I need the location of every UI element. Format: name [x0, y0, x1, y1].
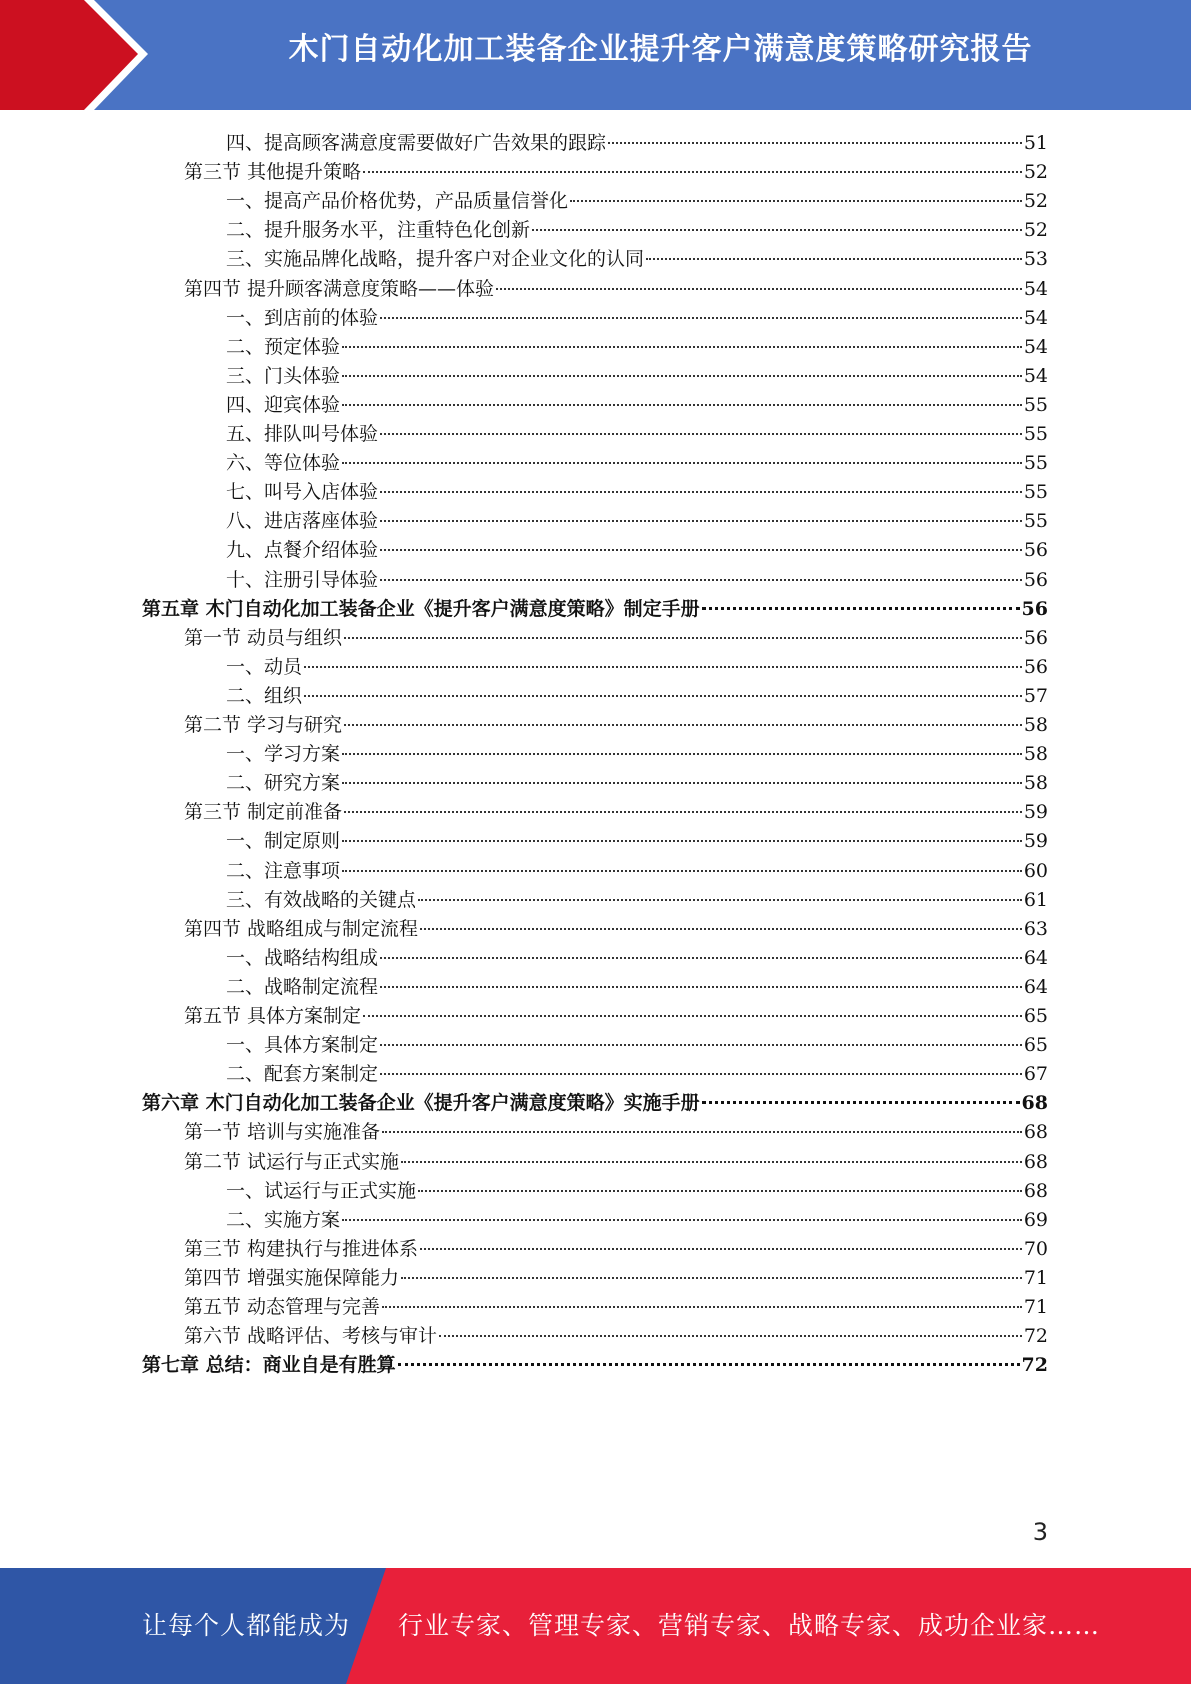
toc-entry-page: 55 — [1023, 481, 1048, 504]
red-arrow-decoration — [0, 0, 150, 110]
toc-dot-leader — [380, 1073, 1022, 1075]
toc-dot-leader — [380, 491, 1022, 493]
toc-dot-leader — [380, 520, 1022, 522]
toc-entry-title: 三、门头体验 — [226, 364, 341, 387]
toc-entry-page: 72 — [1021, 1354, 1048, 1377]
toc-entry-title: 一、制定原则 — [226, 830, 341, 853]
toc-dot-leader — [608, 142, 1022, 144]
toc-entry-section[interactable] — [184, 1263, 1048, 1294]
toc-entry-item[interactable] — [226, 652, 1048, 683]
toc-entry-page: 52 — [1023, 219, 1048, 242]
toc-entry-section[interactable] — [184, 1117, 1048, 1148]
toc-dot-leader — [380, 957, 1022, 959]
toc-entry-page: 52 — [1023, 161, 1048, 184]
toc-entry-page: 59 — [1023, 830, 1048, 853]
toc-entry-page: 54 — [1023, 335, 1048, 358]
toc-dot-leader — [363, 171, 1022, 173]
toc-entry-section[interactable] — [184, 1234, 1048, 1265]
toc-entry-page: 51 — [1023, 132, 1048, 154]
toc-entry-title: 第五章 木门自动化加工装备企业《提升客户满意度策略》制定手册 — [142, 597, 700, 620]
toc-dot-leader — [380, 579, 1022, 581]
toc-entry-item[interactable] — [226, 826, 1048, 857]
toc-entry-title: 二、注意事项 — [226, 859, 341, 882]
toc-entry-title: 九、点餐介绍体验 — [226, 539, 379, 562]
toc-entry-item[interactable] — [226, 1176, 1048, 1207]
toc-entry-item[interactable] — [226, 186, 1048, 217]
toc-entry-page: 54 — [1023, 306, 1048, 329]
toc-entry-item[interactable] — [226, 506, 1048, 537]
toc-entry-title: 第三节 其他提升策略 — [184, 161, 362, 184]
toc-entry-item[interactable] — [226, 477, 1048, 508]
toc-entry-page: 71 — [1023, 1266, 1048, 1289]
toc-dot-leader — [382, 1131, 1022, 1133]
toc-entry-section[interactable] — [184, 1292, 1048, 1323]
toc-entry-title: 第六章 木门自动化加工装备企业《提升客户满意度策略》实施手册 — [142, 1092, 700, 1115]
toc-entry-page: 63 — [1023, 917, 1048, 940]
page-footer — [0, 1568, 1191, 1684]
toc-dot-leader — [342, 870, 1022, 872]
toc-entry-page: 55 — [1023, 423, 1048, 445]
toc-entry-title: 四、迎宾体验 — [226, 393, 341, 416]
toc-entry-title: 一、试运行与正式实施 — [226, 1179, 417, 1202]
toc-dot-leader — [418, 1190, 1022, 1192]
toc-entry-section[interactable] — [184, 1147, 1048, 1178]
toc-entry-page: 68 — [1023, 1150, 1048, 1173]
toc-entry-title: 第三节 构建执行与推进体系 — [184, 1237, 419, 1260]
toc-entry-item[interactable] — [226, 215, 1048, 246]
toc-entry-item[interactable] — [226, 1030, 1048, 1061]
toc-dot-leader — [380, 986, 1022, 988]
toc-dot-leader — [418, 899, 1022, 901]
toc-dot-leader — [401, 1277, 1022, 1279]
toc-entry-section[interactable] — [184, 1001, 1048, 1032]
toc-dot-leader — [342, 462, 1022, 464]
toc-dot-leader — [702, 607, 1020, 610]
footer-slogan-right: 行业专家、管理专家、营销专家、战略专家、成功企业家…… — [398, 1611, 1101, 1640]
toc-entry-title: 第四节 增强实施保障能力 — [184, 1266, 400, 1289]
toc-entry-page: 58 — [1023, 743, 1048, 766]
toc-entry-page: 68 — [1023, 1121, 1048, 1144]
toc-dot-leader — [342, 840, 1022, 842]
toc-entry-page: 54 — [1023, 277, 1048, 300]
toc-dot-leader — [344, 811, 1022, 813]
toc-entry-title: 第一节 动员与组织 — [184, 626, 343, 649]
toc-entry-page: 69 — [1023, 1208, 1048, 1231]
toc-entry-title: 一、到店前的体验 — [226, 306, 379, 329]
toc-dot-leader — [344, 724, 1022, 726]
toc-entry-page: 72 — [1023, 1325, 1048, 1348]
toc-entry-page: 58 — [1023, 714, 1048, 736]
toc-entry-title: 二、组织 — [226, 684, 303, 707]
toc-entry-section[interactable] — [184, 797, 1048, 828]
toc-dot-leader — [380, 549, 1022, 551]
toc-entry-page: 56 — [1023, 655, 1048, 678]
toc-entry-title: 一、动员 — [226, 655, 303, 678]
toc-dot-leader — [344, 637, 1022, 639]
toc-dot-leader — [342, 375, 1022, 377]
toc-entry-section[interactable] — [184, 914, 1048, 945]
toc-dot-leader — [342, 782, 1022, 784]
toc-entry-item[interactable] — [226, 943, 1048, 974]
toc-entry-title: 五、排队叫号体验 — [226, 423, 379, 445]
toc-entry-title: 二、战略制定流程 — [226, 975, 379, 998]
toc-entry-page: 64 — [1023, 946, 1048, 969]
toc-dot-leader — [363, 1015, 1022, 1017]
toc-dot-leader — [439, 1335, 1022, 1337]
toc-entry-title: 一、具体方案制定 — [226, 1034, 379, 1057]
toc-dot-leader — [304, 666, 1022, 668]
toc-dot-leader — [496, 288, 1022, 290]
toc-entry-page: 56 — [1023, 568, 1048, 591]
toc-dot-leader — [420, 1248, 1022, 1250]
toc-entry-item[interactable] — [226, 303, 1048, 334]
toc-entry-title: 三、实施品牌化战略，提升客户对企业文化的认同 — [226, 248, 645, 271]
toc-entry-item[interactable] — [226, 419, 1048, 450]
toc-entry-page: 55 — [1023, 452, 1048, 475]
toc-entry-page: 60 — [1023, 859, 1048, 882]
toc-dot-leader — [380, 433, 1022, 435]
toc-entry-item[interactable] — [226, 856, 1048, 887]
toc-entry-item[interactable] — [226, 361, 1048, 392]
toc-entry-item[interactable] — [226, 885, 1048, 916]
toc-entry-page: 71 — [1023, 1296, 1048, 1318]
toc-entry-title: 第五节 具体方案制定 — [184, 1005, 362, 1027]
toc-entry-item[interactable] — [226, 681, 1048, 712]
toc-entry-section[interactable] — [184, 157, 1048, 188]
toc-entry-item[interactable] — [226, 739, 1048, 770]
toc-entry-title: 七、叫号入店体验 — [226, 481, 379, 504]
toc-dot-leader — [702, 1101, 1020, 1104]
toc-entry-page: 52 — [1023, 190, 1048, 213]
footer-slogan-left: 让每个人都能成为 — [142, 1611, 351, 1640]
toc-entry-title: 四、提高顾客满意度需要做好广告效果的跟踪 — [226, 132, 607, 154]
toc-entry-title: 二、研究方案 — [226, 772, 341, 795]
toc-dot-leader — [342, 1219, 1022, 1221]
toc-entry-chapter[interactable] — [142, 1088, 1048, 1119]
toc-entry-title: 二、配套方案制定 — [226, 1063, 379, 1086]
toc-entry-item[interactable] — [226, 565, 1048, 596]
toc-entry-title: 第二节 学习与研究 — [184, 714, 343, 736]
toc-entry-page: 58 — [1023, 772, 1048, 795]
toc-dot-leader — [380, 317, 1022, 319]
toc-entry-title: 二、实施方案 — [226, 1208, 341, 1231]
page-header — [0, 0, 1191, 110]
toc-entry-section[interactable] — [184, 274, 1048, 305]
toc-entry-title: 第一节 培训与实施准备 — [184, 1121, 381, 1144]
toc-entry-page: 57 — [1023, 684, 1048, 707]
toc-dot-leader — [342, 346, 1022, 348]
toc-entry-item[interactable] — [226, 128, 1048, 159]
toc-dot-leader — [382, 1306, 1022, 1308]
toc-entry-page: 70 — [1023, 1237, 1048, 1260]
toc-entry-page: 56 — [1021, 597, 1048, 620]
report-title: 木门自动化加工装备企业提升客户满意度策略研究报告 — [288, 32, 1033, 67]
toc-entry-item[interactable] — [226, 332, 1048, 363]
toc-entry-page: 67 — [1023, 1063, 1048, 1086]
toc-entry-section[interactable] — [184, 623, 1048, 654]
toc-entry-item[interactable] — [226, 1059, 1048, 1090]
toc-entry-item[interactable] — [226, 972, 1048, 1003]
toc-entry-item[interactable] — [226, 768, 1048, 799]
toc-entry-page: 54 — [1023, 364, 1048, 387]
toc-entry-page: 55 — [1023, 393, 1048, 416]
toc-dot-leader — [304, 695, 1022, 697]
toc-entry-title: 八、进店落座体验 — [226, 510, 379, 533]
toc-entry-title: 十、注册引导体验 — [226, 568, 379, 591]
toc-entry-page: 65 — [1023, 1034, 1048, 1057]
toc-entry-title: 一、学习方案 — [226, 743, 341, 766]
toc-entry-title: 一、提高产品价格优势，产品质量信誉化 — [226, 190, 569, 213]
toc-entry-page: 56 — [1023, 539, 1048, 562]
toc-dot-leader — [398, 1363, 1020, 1366]
toc-dot-leader — [420, 928, 1022, 930]
toc-entry-title: 第四节 提升顾客满意度策略——体验 — [184, 277, 495, 300]
toc-entry-item[interactable] — [226, 535, 1048, 566]
toc-entry-title: 第五节 动态管理与完善 — [184, 1296, 381, 1318]
toc-entry-page: 68 — [1023, 1179, 1048, 1202]
toc-dot-leader — [532, 229, 1022, 231]
page-number: 3 — [1032, 1518, 1048, 1546]
toc-entry-page: 53 — [1023, 248, 1048, 271]
toc-entry-section[interactable] — [184, 1321, 1048, 1352]
toc-dot-leader — [570, 200, 1022, 202]
toc-entry-chapter[interactable] — [142, 594, 1048, 625]
toc-entry-page: 61 — [1023, 888, 1048, 911]
toc-entry-title: 第六节 战略评估、考核与审计 — [184, 1325, 438, 1348]
toc-entry-title: 第四节 战略组成与制定流程 — [184, 917, 419, 940]
toc-entry-page: 55 — [1023, 510, 1048, 533]
toc-dot-leader — [401, 1161, 1022, 1163]
toc-entry-title: 第三节 制定前准备 — [184, 801, 343, 824]
toc-entry-page: 56 — [1023, 626, 1048, 649]
toc-entry-item[interactable] — [226, 448, 1048, 479]
toc-entry-page: 65 — [1023, 1005, 1048, 1027]
toc-entry-item[interactable] — [226, 390, 1048, 421]
toc-entry-title: 二、提升服务水平，注重特色化创新 — [226, 219, 531, 242]
toc-entry-page: 59 — [1023, 801, 1048, 824]
toc-entry-title: 六、等位体验 — [226, 452, 341, 475]
toc-entry-title: 二、预定体验 — [226, 335, 341, 358]
toc-entry-page: 68 — [1021, 1092, 1048, 1115]
toc-entry-title: 第七章 总结：商业自是有胜算 — [142, 1354, 396, 1377]
toc-dot-leader — [342, 404, 1022, 406]
toc-entry-title: 第二节 试运行与正式实施 — [184, 1150, 400, 1173]
toc-entry-title: 三、有效战略的关键点 — [226, 888, 417, 911]
toc-entry-section[interactable] — [184, 710, 1048, 741]
toc-dot-leader — [646, 258, 1022, 260]
toc-entry-title: 一、战略结构组成 — [226, 946, 379, 969]
toc-dot-leader — [380, 1044, 1022, 1046]
toc-dot-leader — [342, 753, 1022, 755]
toc-entry-item[interactable] — [226, 244, 1048, 275]
toc-entry-chapter[interactable] — [142, 1350, 1048, 1381]
toc-entry-item[interactable] — [226, 1205, 1048, 1236]
toc-entry-page: 64 — [1023, 975, 1048, 998]
